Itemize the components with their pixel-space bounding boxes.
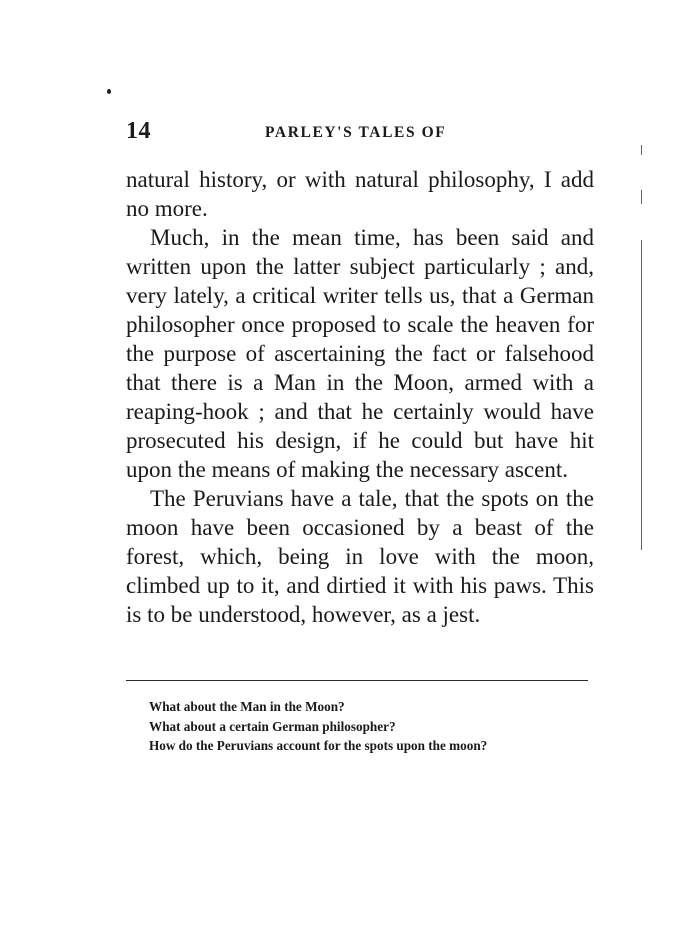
question: How do the Peruvians account for the spots upon the moon?	[149, 738, 488, 753]
footnote-divider	[126, 680, 588, 681]
review-questions	[149, 697, 599, 756]
paragraph: Much, in the mean time, has been said and written upon the latter subject particularly ; and, very lately, a critical writer tells us, that a German philosopher once proposed to scale the heaven for the purpose of ascertaining the fact or falsehood that there is a Man in the Moon, armed with a reaping-hook ; and that he certainly would have prosecuted his design, if he could but have hit upon the means of making the necessary ascent.	[126, 225, 594, 482]
paragraph: natural history, or with natural philosophy, I add no more.	[126, 167, 594, 221]
ink-speck	[107, 89, 111, 94]
page-header	[126, 118, 596, 148]
running-head: PARLEY'S TALES OF	[265, 124, 447, 141]
question: What about the Man in the Moon?	[149, 699, 345, 714]
paragraph: The Peruvians have a tale, that the spots on the moon have been occasioned by a beast of the forest, which, being in love with the moon, climbed up to it, and dirtied it with his paws. This is to be understood, however, as a jest.	[126, 486, 594, 627]
margin-mark	[641, 190, 642, 204]
page-number: 14	[126, 118, 151, 144]
body-text	[126, 165, 594, 629]
question: What about a certain German philosopher?	[149, 718, 396, 734]
margin-mark	[641, 145, 642, 155]
margin-mark	[641, 240, 642, 550]
